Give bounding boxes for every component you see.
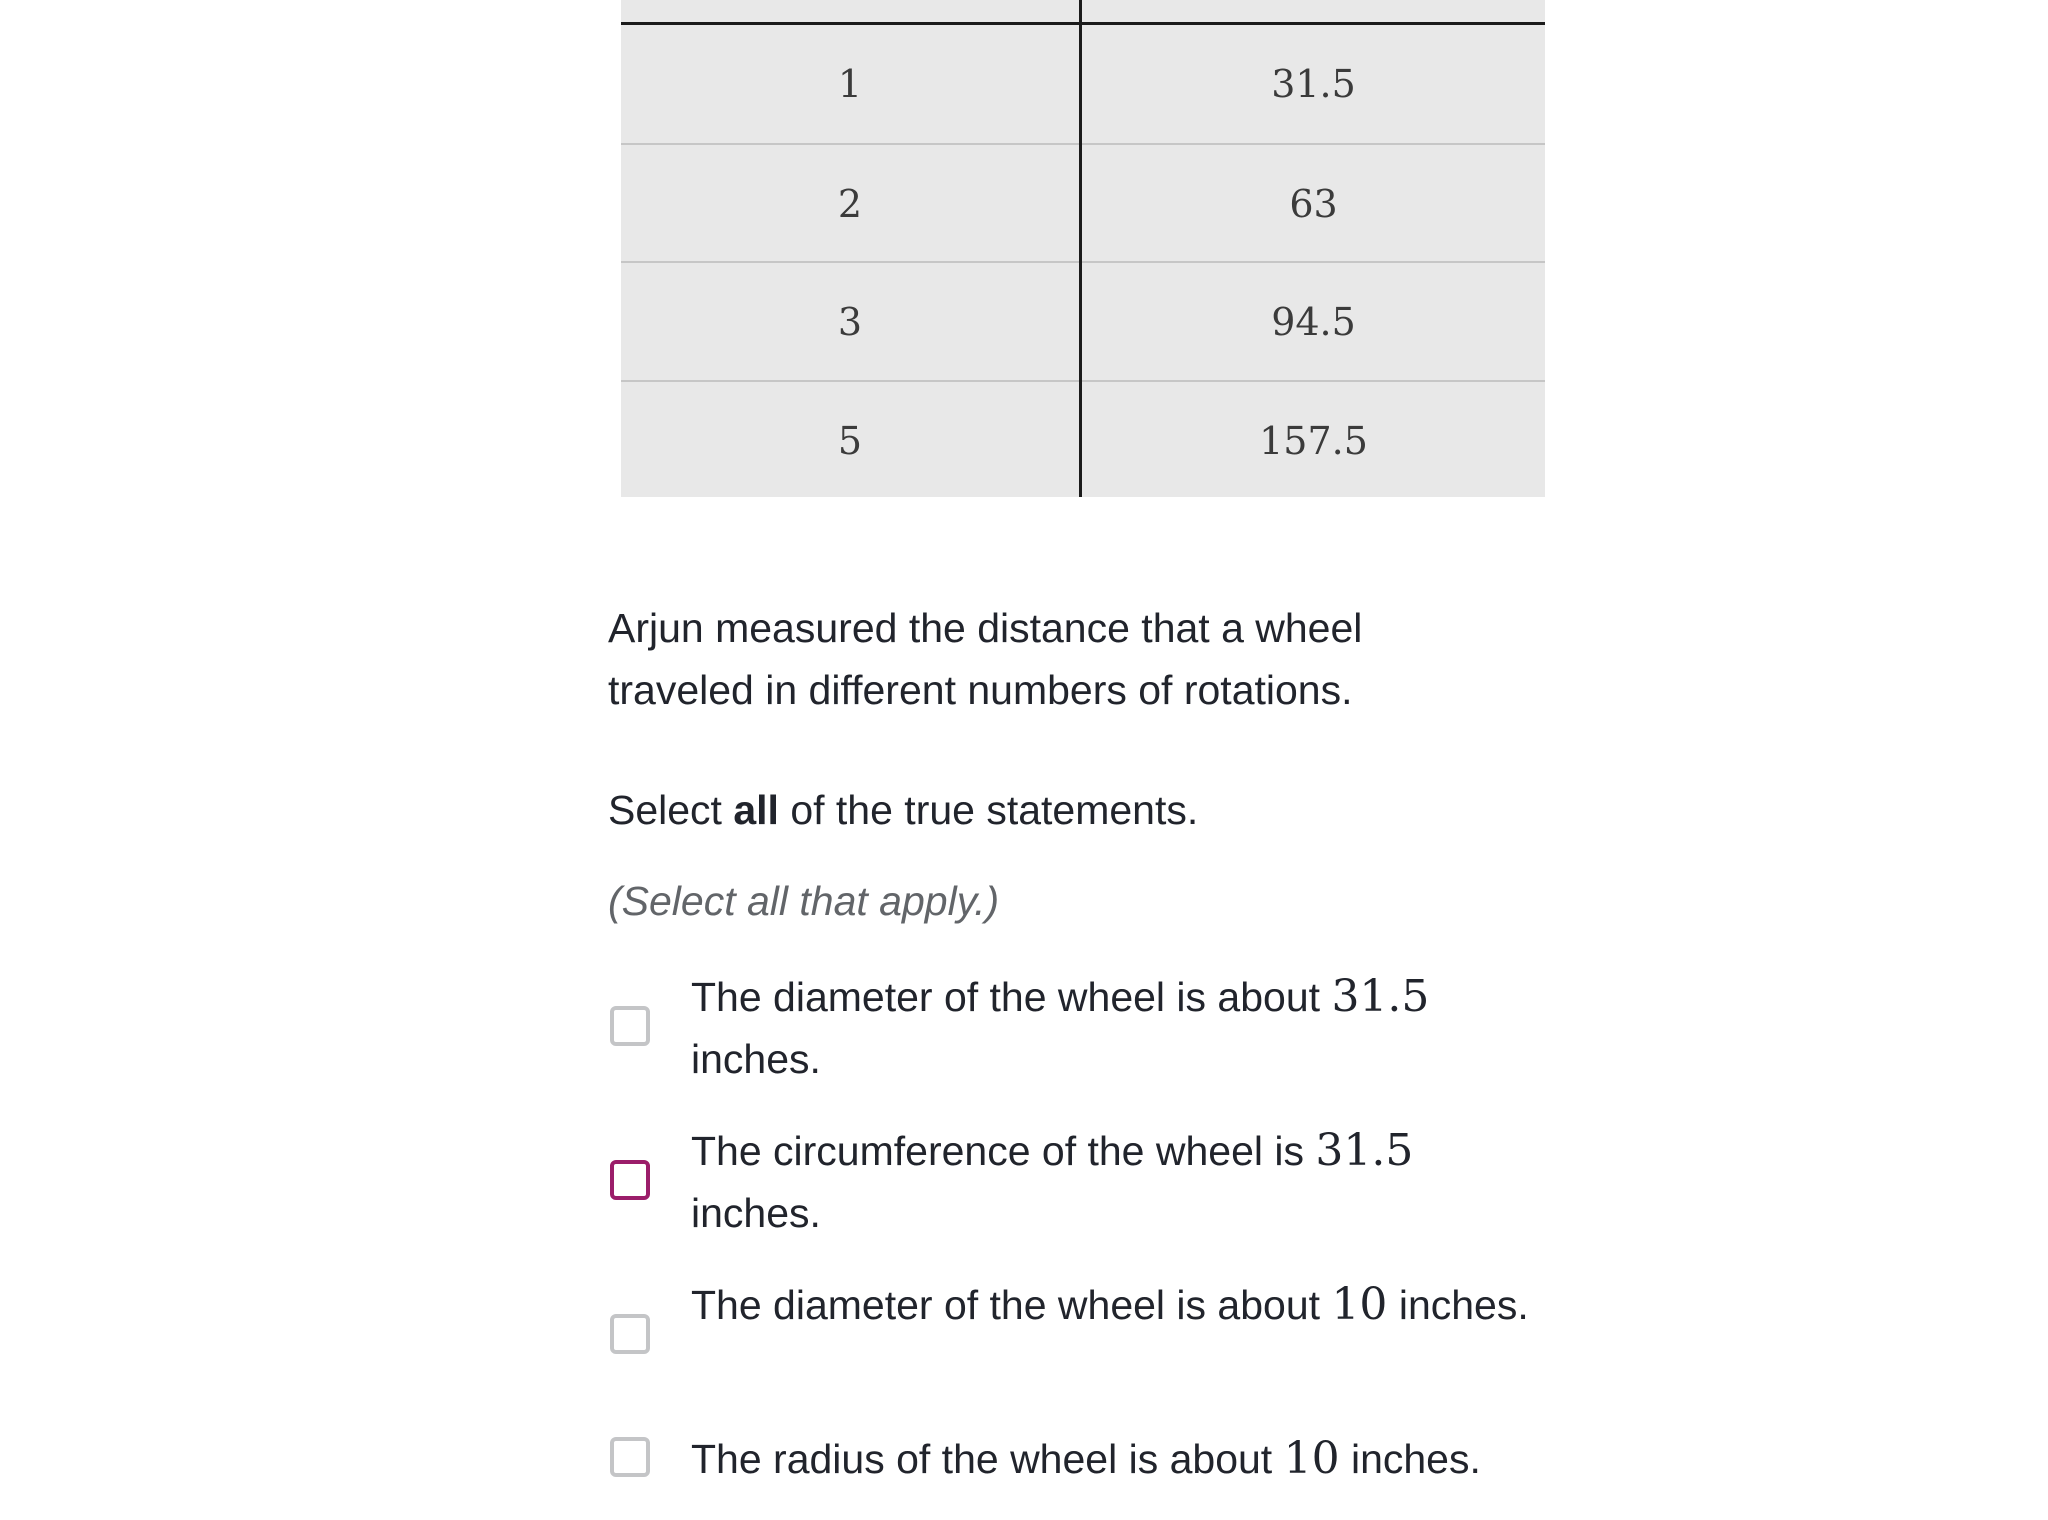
select-hint: (Select all that apply.) bbox=[608, 878, 1000, 924]
choice-value: 10 bbox=[1283, 1433, 1340, 1484]
choice-text: The radius of the wheel is about bbox=[691, 1436, 1284, 1482]
choice-text: The diameter of the wheel is about bbox=[691, 1282, 1332, 1328]
table-row bbox=[621, 263, 1545, 381]
rotations-cell: 1 bbox=[837, 62, 863, 106]
choice-value: 31.5 bbox=[1315, 1125, 1414, 1176]
checkbox[interactable] bbox=[610, 1437, 650, 1477]
choice-value: 31.5 bbox=[1331, 971, 1430, 1022]
choice-text: inches. bbox=[691, 1036, 821, 1082]
data-table bbox=[621, 0, 1545, 497]
choice-circumference-31-5[interactable] bbox=[608, 1120, 1568, 1244]
distance-cell: 94.5 bbox=[1271, 300, 1356, 344]
table-row bbox=[621, 145, 1545, 263]
checkbox[interactable] bbox=[610, 1314, 650, 1354]
instruction-emphasis: all bbox=[733, 787, 779, 833]
question-instruction bbox=[608, 782, 1198, 838]
instruction-text: Select bbox=[608, 787, 734, 833]
choice-label[interactable] bbox=[691, 1428, 1551, 1490]
checkbox[interactable] bbox=[610, 1160, 650, 1200]
choice-text: inches. bbox=[691, 1190, 821, 1236]
choice-label[interactable] bbox=[691, 966, 1551, 1090]
choice-label[interactable] bbox=[691, 1120, 1551, 1244]
choice-diameter-31-5[interactable] bbox=[608, 966, 1568, 1090]
distance-cell: 63 bbox=[1289, 182, 1338, 226]
choice-value: 10 bbox=[1331, 1279, 1388, 1330]
choice-label[interactable] bbox=[691, 1274, 1551, 1336]
checkbox[interactable] bbox=[610, 1006, 650, 1046]
rotations-cell: 5 bbox=[837, 419, 863, 463]
distance-cell: 157.5 bbox=[1259, 419, 1368, 463]
choice-text: The circumference of the wheel is bbox=[691, 1128, 1316, 1174]
choice-text: The diameter of the wheel is about bbox=[691, 974, 1332, 1020]
table-row bbox=[621, 382, 1545, 500]
choice-radius-10[interactable] bbox=[608, 1428, 1568, 1490]
rotations-cell: 2 bbox=[837, 182, 863, 226]
rotations-cell: 3 bbox=[837, 300, 863, 344]
table-row bbox=[621, 25, 1545, 143]
table-column-divider bbox=[1079, 0, 1082, 497]
choice-diameter-10[interactable] bbox=[608, 1274, 1568, 1398]
instruction-text: of the true statements. bbox=[778, 787, 1199, 833]
question-prompt: Arjun measured the distance that a wheel traveled in different numbers of rotations. bbox=[608, 605, 1363, 713]
distance-cell: 31.5 bbox=[1271, 62, 1356, 106]
choice-text: inches. bbox=[1339, 1436, 1481, 1482]
choice-text: inches. bbox=[1387, 1282, 1529, 1328]
